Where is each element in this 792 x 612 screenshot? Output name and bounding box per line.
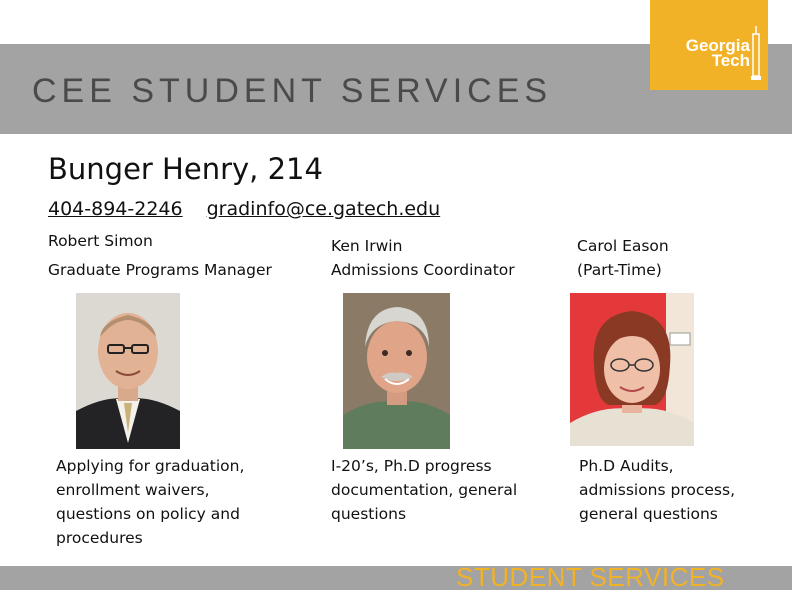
office-location: Bunger Henry, 214 bbox=[48, 152, 323, 186]
logo-wordmark bbox=[660, 38, 750, 68]
logo-line-2: Tech bbox=[711, 51, 750, 70]
georgia-tech-logo bbox=[650, 0, 768, 90]
staff-description: Applying for graduation, enrollment waivers, questions on policy and procedures bbox=[56, 457, 245, 547]
contact-line bbox=[48, 198, 440, 220]
staff-role: Graduate Programs Manager bbox=[48, 261, 272, 279]
staff-description: Ph.D Audits, admissions process, general questions bbox=[579, 457, 735, 523]
staff-role: (Part-Time) bbox=[577, 261, 662, 279]
page-title: CEE STUDENT SERVICES bbox=[32, 72, 553, 110]
footer-title: STUDENT SERVICES bbox=[456, 562, 725, 592]
staff-photo bbox=[570, 293, 694, 446]
email-link[interactable]: gradinfo@ce.gatech.edu bbox=[206, 198, 441, 220]
staff-name: Robert Simon bbox=[48, 232, 153, 250]
staff-role: Admissions Coordinator bbox=[331, 261, 515, 279]
staff-photo bbox=[76, 293, 180, 449]
staff-photo bbox=[343, 293, 450, 449]
staff-name: Carol Eason bbox=[577, 237, 669, 255]
phone-number[interactable]: 404-894-2246 bbox=[48, 198, 183, 220]
logo-line-1: Georgia bbox=[685, 36, 750, 55]
tech-tower-icon bbox=[750, 26, 762, 82]
staff-name: Ken Irwin bbox=[331, 237, 403, 255]
staff-description: I-20’s, Ph.D progress documentation, general questions bbox=[331, 457, 518, 523]
